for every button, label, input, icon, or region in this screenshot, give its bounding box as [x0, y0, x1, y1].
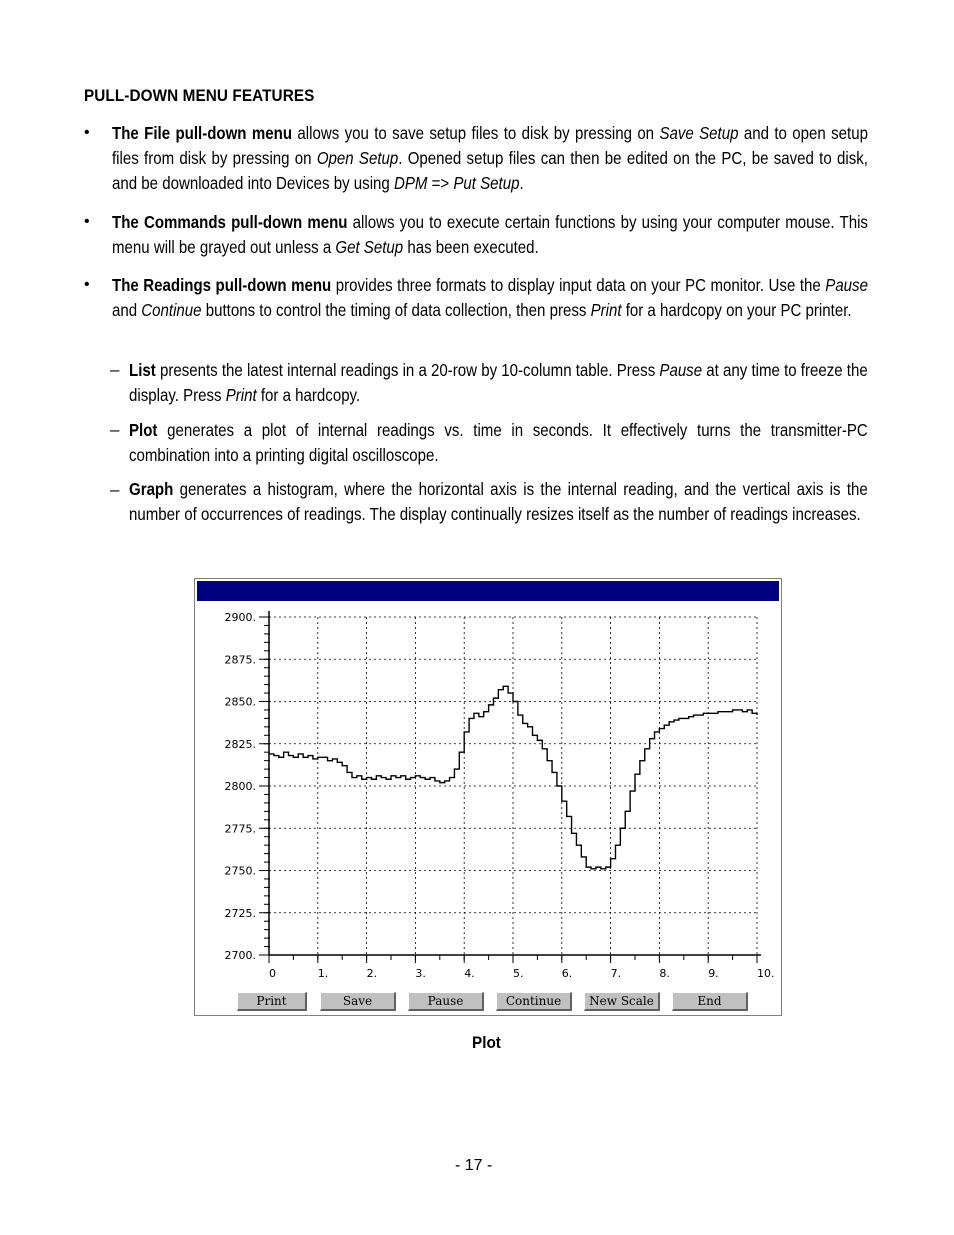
dash-marker: –: [110, 420, 120, 439]
bullet-marker: •: [84, 276, 90, 293]
save-button[interactable]: Save: [320, 992, 396, 1011]
file-menu-paragraph: [112, 121, 868, 196]
list-paragraph: [129, 358, 868, 408]
y-tick-label: 2825.: [224, 737, 256, 751]
bullet-marker: •: [84, 213, 90, 230]
x-tick-label: 10.: [757, 967, 775, 980]
y-tick-label: 2900.: [224, 611, 256, 624]
graph-paragraph: [129, 477, 868, 527]
text-run: provides three formats to display input data on your PC monitor. Use the: [331, 275, 826, 295]
save-setup-ref: Save Setup: [659, 123, 739, 143]
text-run: at any time to freeze the display. Press: [129, 360, 868, 405]
x-tick-label: 4.: [464, 967, 475, 980]
bullet-marker: •: [84, 124, 90, 141]
file-menu-term: The File pull-down menu: [112, 123, 293, 143]
text-run: . Opened setup files can then be edited on the PC, be saved to disk, and be downloaded into Devices by using: [112, 148, 868, 193]
commands-menu-term: The Commands pull-down menu: [112, 212, 348, 232]
y-tick-label: 2750.: [224, 864, 256, 878]
plot-term: Plot: [129, 420, 158, 440]
section-heading: PULL-DOWN MENU FEATURES: [84, 86, 315, 105]
x-tick-label: 9.: [708, 967, 719, 980]
put-setup-ref: Put Setup: [453, 173, 520, 193]
x-tick-label: 0: [269, 967, 276, 980]
text-run: allows you to execute certain functions by using your computer mouse. This menu will be grayed out unless a: [112, 212, 868, 257]
text-run: generates a histogram, where the horizontal axis is the internal reading, and the vertical axis is the number of occurrences of readings. The display continually resizes itself as the number of readings increases.: [129, 479, 868, 524]
x-tick-label: 8.: [659, 967, 670, 980]
dpm-ref: DPM: [393, 173, 428, 193]
list-term: List: [129, 360, 156, 380]
pause-ref: Pause: [659, 360, 703, 380]
pause-ref: Pause: [825, 275, 868, 295]
y-tick-label: 2700.: [224, 949, 256, 962]
text-run: and to open setup files from disk by pressing on: [112, 123, 868, 168]
x-tick-label: 3.: [415, 967, 426, 980]
y-tick-label: 2800.: [224, 780, 256, 793]
y-tick-label: 2850.: [224, 695, 256, 709]
x-tick-label: 1.: [317, 967, 329, 980]
text-run: for a hardcopy.: [256, 385, 361, 405]
text-run: =>: [427, 173, 454, 193]
text-run: for a hardcopy on your PC printer.: [621, 300, 852, 320]
print-ref: Print: [225, 385, 257, 405]
readings-menu-paragraph: [112, 273, 868, 323]
end-button[interactable]: End: [672, 992, 748, 1011]
figure-caption: Plot: [472, 1033, 501, 1052]
new-scale-button[interactable]: New Scale: [584, 992, 660, 1011]
pause-button[interactable]: Pause: [408, 992, 484, 1011]
readings-menu-term: The Readings pull-down menu: [112, 275, 332, 295]
plot-paragraph: [129, 418, 868, 468]
page-number: - 17 -: [455, 1157, 493, 1174]
x-tick-label: 5.: [513, 967, 524, 980]
text-run: buttons to control the timing of data collection, then press: [201, 300, 591, 320]
dash-marker: –: [110, 480, 120, 499]
x-tick-label: 6.: [561, 967, 573, 980]
open-setup-ref: Open Setup: [316, 148, 399, 168]
text-run: and: [112, 300, 142, 320]
y-tick-label: 2875.: [224, 653, 256, 667]
x-tick-label: 7.: [610, 967, 622, 980]
continue-button[interactable]: Continue: [496, 992, 572, 1011]
y-tick-label: 2775.: [224, 822, 256, 836]
print-button[interactable]: Print: [237, 992, 307, 1011]
graph-term: Graph: [129, 479, 174, 499]
text-run: presents the latest internal readings in a 20-row by 10-column table. Press: [155, 360, 660, 380]
print-ref: Print: [590, 300, 622, 320]
continue-ref: Continue: [141, 300, 202, 320]
text-run: .: [519, 173, 524, 193]
plot-window: [194, 578, 782, 1016]
commands-menu-paragraph: [112, 210, 868, 260]
dash-marker: –: [110, 360, 120, 379]
x-tick-label: 2.: [366, 967, 378, 980]
text-run: has been executed.: [403, 237, 539, 257]
get-setup-ref: Get Setup: [335, 237, 404, 257]
text-run: generates a plot of internal readings vs. time in seconds. It effectively turns the transmitter-PC combination into a printing digital oscilloscope.: [129, 420, 868, 465]
plot-chart: [195, 579, 781, 1015]
text-run: allows you to save setup files to disk by pressing on: [292, 123, 660, 143]
y-tick-label: 2725.: [224, 906, 256, 920]
